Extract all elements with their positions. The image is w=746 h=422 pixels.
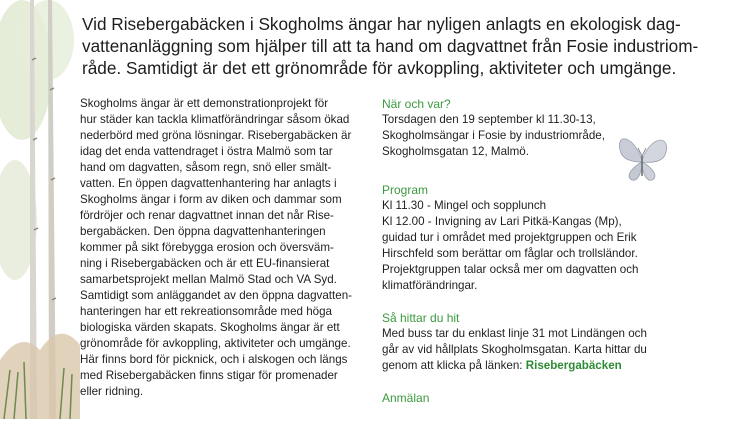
- program-line: Kl 11.30 - Mingel och sopplunch: [382, 199, 547, 212]
- body-line: fördröjer och renar dagvattnet innan det når Rise-: [80, 209, 334, 222]
- body-text: [80, 96, 370, 400]
- body-line: Skogholms ängar i form av diken och dammar som: [80, 193, 342, 206]
- body-line: biologiska värden skapats. Skogholms ängar är ett: [80, 321, 340, 334]
- body-line: ning i Risebergabäcken och är ett EU-finansierat: [80, 257, 330, 270]
- intro-paragraph: [82, 13, 734, 79]
- body-line: nederbörd med gröna lösningar. Risebergabäcken är: [80, 129, 352, 142]
- program-line: Projektgruppen talar också mer om dagvatten och: [382, 263, 639, 276]
- body-line: hanteringen har ett rekreationsområde med höga: [80, 305, 332, 318]
- body-line: bergabäcken. Den öppna dagvattenhanteringen: [80, 225, 326, 238]
- when-line: Torsdagen den 19 september kl 11.30-13,: [382, 113, 596, 126]
- program-heading: Program: [382, 183, 429, 197]
- directions-last-line: [382, 358, 732, 374]
- body-line: samarbetsprojekt mellan Malmö Stad och VA Syd.: [80, 273, 337, 286]
- directions-link-prefix: genom att klicka på länken:: [382, 359, 526, 372]
- body-line: vatten. En öppen dagvattenhantering har anlagts i: [80, 177, 337, 190]
- program-line: Kl 12.00 - Invigning av Lari Pitkä-Kangas (Mp),: [382, 215, 622, 228]
- intro-line: vattenanläggning som hjälper till att ta hand om dagvattnet från Fosie industriom-: [82, 36, 699, 56]
- intro-line: råde. Samtidigt är det ett grönområde för avkoppling, aktiviteter och umgänge.: [82, 58, 677, 78]
- signup-section: [382, 390, 732, 406]
- signup-heading: Anmälan: [382, 391, 430, 405]
- when-section: [382, 96, 732, 160]
- when-line: Skogholmsängar i Fosie by industriområde,: [382, 129, 605, 142]
- body-line: eller ridning.: [80, 385, 144, 398]
- when-heading: När och var?: [382, 97, 451, 111]
- risebergabacken-link[interactable]: Risebergabäcken: [525, 359, 622, 372]
- program-line: klimatförändringar.: [382, 279, 478, 292]
- body-line: Skogholms ängar är ett demonstrationprojekt för: [80, 97, 329, 110]
- intro-line: Vid Risebergabäcken i Skogholms ängar har nyligen anlagts en ekologisk dag-: [82, 14, 681, 34]
- body-line: kommer på sikt förebygga erosion och översväm-: [80, 241, 334, 254]
- body-line: med Risebergabäcken finns stigar för promenader: [80, 369, 338, 382]
- directions-line: Med buss tar du enklast linje 31 mot Lindängen och: [382, 327, 647, 340]
- body-line: Här finns bord för picknick, och i alskogen och längs: [80, 353, 348, 366]
- directions-heading: Så hittar du hit: [382, 311, 460, 325]
- directions-section: [382, 310, 732, 374]
- body-line: Samtidigt som anläggandet av den öppna dagvatten-: [80, 289, 353, 302]
- directions-line: går av vid hållplats Skogholmsgatan. Karta hittar du: [382, 343, 647, 356]
- program-line: guidad tur i området med projektgruppen och Erik: [382, 231, 637, 244]
- when-line: Skogholmsgatan 12, Malmö.: [382, 145, 529, 158]
- event-details: [382, 96, 732, 422]
- program-section: [382, 182, 732, 294]
- body-line: hur städer kan tackla klimatförändringar såsom ökad: [80, 113, 350, 126]
- birch-tree-illustration: [0, 0, 80, 419]
- body-line: idag det enda vattendraget i östra Malmö som tar: [80, 145, 333, 158]
- body-line: hand om dagvatten, såsom regn, snö eller smält-: [80, 161, 332, 174]
- program-line: Hirschfeld som berättar om fåglar och trollsländor.: [382, 247, 638, 260]
- body-line: grönområde för avkoppling, aktiviteter och umgänge.: [80, 337, 351, 350]
